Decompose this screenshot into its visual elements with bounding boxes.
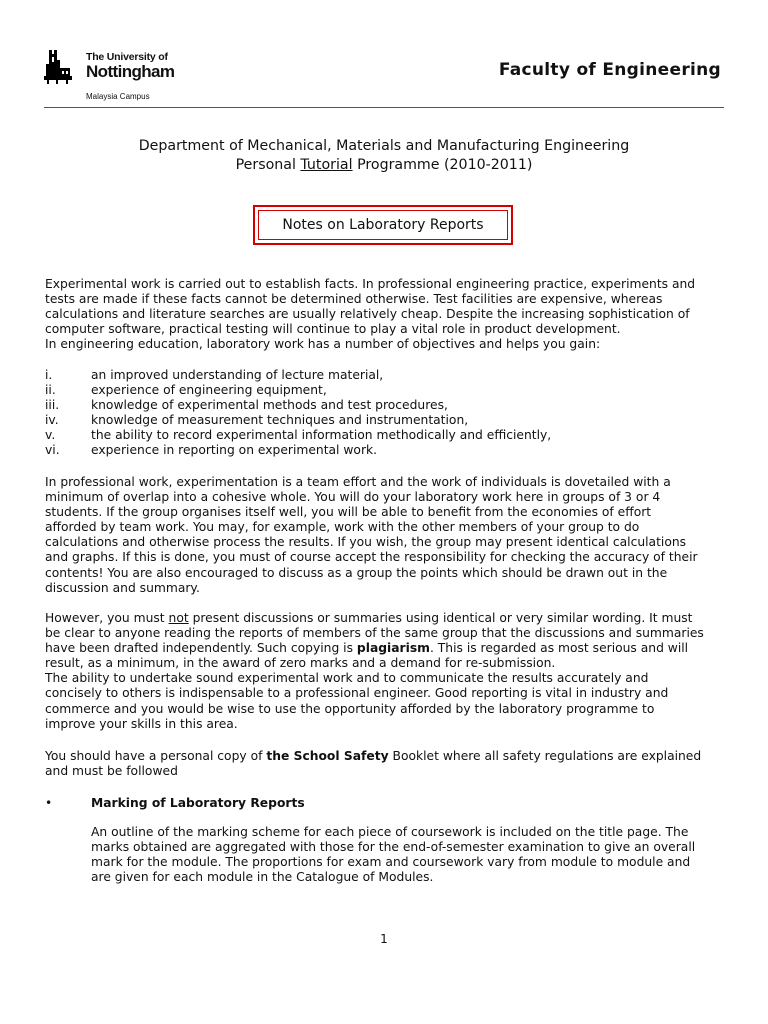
department-name: Department of Mechanical, Materials and Manufacturing Engineering	[138, 138, 630, 154]
header-divider	[44, 107, 724, 108]
emphasis-not: not	[168, 611, 189, 625]
programme-pre: Personal	[235, 157, 301, 173]
marking-line: marks obtained are aggregated with those for the end-of-semester examination to give an overall	[91, 840, 696, 855]
programme-post: Programme (2010-2011)	[352, 157, 533, 173]
teamwork-line: students. If the group organises itself well, you will be able to benefit from the economies of effort	[45, 505, 652, 520]
teamwork-line: minimum of overlap into a cohesive whole. You will do your laboratory work here in groups of 3 or 4	[45, 490, 661, 505]
safety-pre: You should have a personal copy of	[45, 749, 267, 763]
teamwork-line: calculations and otherwise process the results. If you wish, the group may present identical calculations	[45, 535, 687, 550]
plagiarism-line: concisely to others is indispensable to a professional engineer. Good reporting is vital in industry and	[45, 686, 669, 701]
list-number: vi.	[45, 443, 60, 458]
plagiarism-paragraph	[45, 611, 723, 732]
list-text: knowledge of experimental methods and test procedures,	[91, 398, 448, 413]
intro-line: Experimental work is carried out to establish facts. In professional engineering practice, experiments and	[45, 277, 696, 291]
plagiarism-pre: However, you must	[45, 611, 169, 625]
faculty-title: Faculty of Engineering	[498, 60, 721, 80]
programme-underlined: Tutorial	[300, 157, 353, 173]
intro-line: computer software, practical testing will continue to play a vital role in product development.	[45, 322, 621, 337]
plagiarism-term: plagiarism	[356, 641, 430, 656]
list-text: knowledge of measurement techniques and instrumentation,	[91, 413, 469, 428]
safety-line	[45, 749, 723, 764]
logo-campus: Malaysia Campus	[86, 92, 150, 101]
teamwork-line: afforded by team work. You may, for example, work with the other members of your group to do	[45, 520, 640, 535]
plagiarism-line	[45, 641, 723, 656]
intro-line: tests are made if these facts cannot be determined otherwise. Test facilities are expensive, whereas	[45, 292, 663, 307]
teamwork-line: and graphs. If this is done, you must of course accept the responsibility for checking the accuracy of their	[45, 550, 698, 565]
department-heading	[0, 137, 768, 175]
notes-heading-box	[253, 205, 513, 245]
safety-post: Booklet where all safety regulations are explained	[388, 749, 702, 763]
bullet-icon: •	[45, 796, 53, 810]
list-number: v.	[45, 428, 56, 443]
castle-crest-icon	[44, 48, 74, 86]
safety-paragraph	[45, 749, 723, 779]
programme-title	[0, 156, 768, 175]
plagiarism-line: be clear to anyone reading the reports of members of the same group that the discussions and summaries	[45, 626, 704, 641]
marking-line: An outline of the marking scheme for each piece of coursework is included on the title page. The	[91, 825, 689, 839]
intro-line: In engineering education, laboratory work has a number of objectives and helps you gain:	[45, 337, 601, 352]
list-number: i.	[45, 368, 53, 382]
plagiarism-line: commerce and you would be wise to use the opportunity afforded by the laboratory programme to	[45, 701, 655, 716]
objectives-list	[45, 368, 685, 459]
plagiarism-line	[45, 611, 723, 626]
safety-booklet-name: the School Safety	[266, 749, 389, 763]
list-number: iii.	[45, 398, 60, 413]
list-item	[45, 368, 685, 383]
list-item	[45, 428, 685, 443]
logo-line-2: Nottingham	[86, 62, 175, 81]
university-logo	[44, 46, 184, 104]
plagiarism-post: . This is regarded as most serious and will	[429, 641, 689, 656]
list-text: experience of engineering equipment,	[91, 383, 327, 398]
list-item	[45, 398, 685, 413]
safety-line: and must be followed	[45, 764, 178, 779]
teamwork-paragraph	[45, 475, 723, 596]
plagiarism-line: The ability to undertake sound experimental work and to communicate the results accurately and	[45, 671, 649, 686]
teamwork-line: In professional work, experimentation is a team effort and the work of individuals is dovetailed with a	[45, 475, 671, 489]
teamwork-line: contents! You are also encouraged to discuss as a group the points which should be drawn out in the	[45, 565, 668, 580]
marking-title: Marking of Laboratory Reports	[91, 796, 305, 810]
list-item	[45, 383, 685, 398]
intro-line: calculations and literature searches are usually relatively cheap. Despite the increasing sophistication of	[45, 307, 690, 322]
page-number: 1	[380, 932, 388, 946]
list-number: iv.	[45, 413, 59, 428]
list-text: experience in reporting on experimental work.	[91, 443, 378, 458]
plagiarism-post: present discussions or summaries using identical or very similar wording. It must	[188, 611, 693, 625]
plagiarism-pre: have been drafted independently. Such copying is	[45, 641, 357, 656]
marking-line: mark for the module. The proportions for exam and coursework vary from module to module and	[91, 855, 691, 870]
marking-line: are given for each module in the Catalogue of Modules.	[91, 870, 434, 885]
list-number: ii.	[45, 383, 56, 398]
intro-paragraph	[45, 277, 723, 352]
marking-paragraph	[91, 825, 723, 885]
list-item	[45, 413, 685, 428]
plagiarism-line: improve your skills in this area.	[45, 716, 238, 731]
list-text: the ability to record experimental information methodically and efficiently,	[91, 428, 552, 443]
logo-line-1: The University of	[86, 51, 168, 63]
plagiarism-line: result, as a minimum, in the award of zero marks and a demand for re-submission.	[45, 656, 556, 671]
list-text: an improved understanding of lecture material,	[91, 368, 384, 382]
notes-heading: Notes on Laboratory Reports	[258, 210, 508, 240]
teamwork-line: discussion and summary.	[45, 580, 200, 595]
list-item	[45, 443, 685, 458]
